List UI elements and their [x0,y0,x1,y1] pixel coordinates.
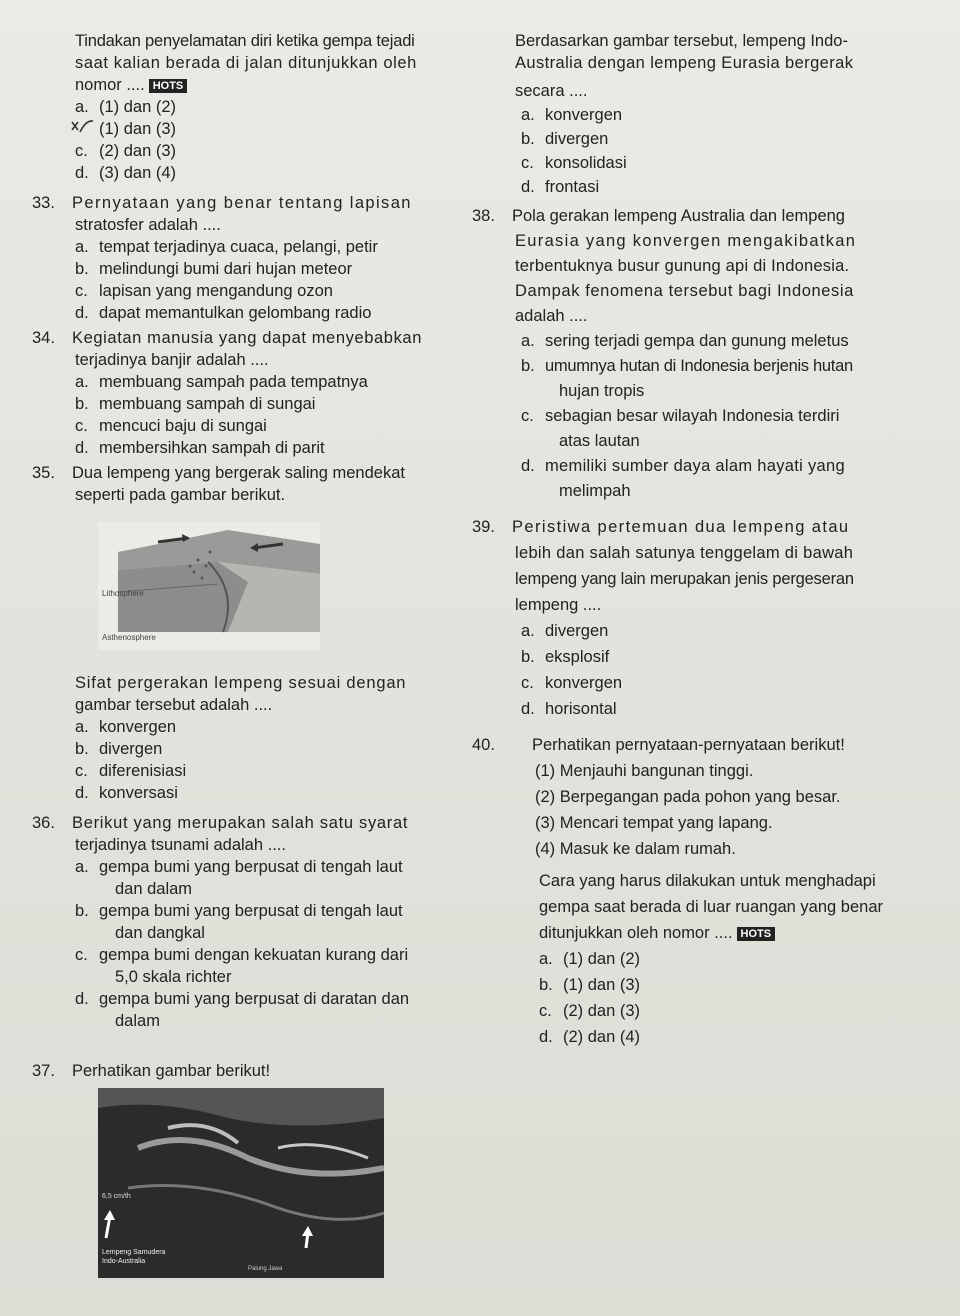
option-text: dapat memantulkan gelombang radio [99,304,372,322]
option-key: c. [75,762,88,780]
option-key: d. [521,178,535,196]
option[interactable] [515,1024,925,1050]
option-key: b. [521,648,535,666]
question-number: 36. [32,814,55,832]
option-text: divergen [99,740,163,758]
option-key: a. [75,858,89,876]
option[interactable] [515,618,925,644]
option[interactable] [515,128,925,150]
option-text: konvergen [545,106,623,124]
option-text: (2) dan (3) [563,1002,641,1020]
question-text: terjadinya tsunami adalah .... [75,836,286,854]
question-number: 37. [32,1062,55,1080]
question-text: Eurasia yang konvergen mengakibatkan [515,232,857,250]
option-key: a. [539,950,553,968]
option[interactable] [75,393,475,415]
hots-badge: HOTS [149,79,188,93]
option-continued: 5,0 skala richter [115,968,232,986]
question-text: Pola gerakan lempeng Australia dan lempeng [512,207,845,225]
option-key: b. [521,357,535,375]
speed-label: 6,5 cm/th [102,1193,131,1200]
question-text: Dampak fenomena tersebut bagi Indonesia [515,282,854,300]
statement: (3) Mencari tempat yang lapang. [535,814,773,832]
question-text: Berikut yang merupakan salah satu syarat [72,814,409,832]
option-key: b. [75,740,89,758]
option[interactable] [75,236,475,258]
plate-label: Lempeng Samudera [102,1249,166,1256]
option[interactable] [515,454,925,479]
option-key: c. [521,674,534,692]
option-continued: melimpah [559,482,631,500]
option-text: konsolidasi [545,154,627,172]
question-37 [32,1060,475,1082]
option[interactable] [515,152,925,174]
option-text: membuang sampah di sungai [99,395,316,413]
option-key: d. [521,457,535,475]
option[interactable] [75,302,475,324]
option[interactable] [75,738,475,760]
option-key: c. [75,142,88,160]
option-key: a. [75,373,89,391]
question-text: Sifat pergerakan lempeng sesuai dengan [75,674,407,692]
option-key: c. [75,946,88,964]
option-text: gempa bumi yang berpusat di tengah laut [99,902,403,920]
option-text: divergen [545,130,609,148]
option-text: (1) dan (2) [99,98,177,116]
option-text: lapisan yang mengandung ozon [99,282,333,300]
option[interactable] [75,118,475,140]
plate-label-2: Indo-Australia [102,1258,146,1265]
hots-badge: HOTS [737,927,776,941]
option[interactable] [75,162,475,184]
option-continued: dan dalam [115,880,193,898]
option-key: d. [75,990,89,1008]
question-39 [472,514,925,722]
option[interactable] [75,900,475,922]
statement: (1) Menjauhi bangunan tinggi. [535,762,754,780]
question-number: 34. [32,329,55,347]
question-number: 39. [472,518,495,536]
option-text: konvergen [99,718,177,736]
question-text [472,514,925,540]
option[interactable] [75,760,475,782]
option-key: c. [521,154,534,172]
option-key: a. [521,332,535,350]
option-text: divergen [545,622,609,640]
question-text: gambar tersebut adalah .... [75,696,273,714]
option-key: c. [75,417,88,435]
option-text: frontasi [545,178,600,196]
option-text: gempa bumi dengan kekuatan kurang dari [99,946,409,964]
option[interactable] [75,988,475,1010]
question-33 [32,192,475,324]
trench-label: Palung Jawa [248,1266,283,1272]
option-continued: dalam [115,1012,160,1030]
question-text: Perhatikan gambar berikut! [72,1062,271,1080]
question-text: nomor .... [75,76,145,94]
option-key: c. [75,282,88,300]
question-text: gempa saat berada di luar ruangan yang benar [539,898,883,916]
option-text: membuang sampah pada tempatnya [99,373,368,391]
option[interactable] [515,670,925,696]
option-text: (2) dan (4) [563,1028,641,1046]
question-number: 35. [32,464,55,482]
question-text [32,192,475,214]
option[interactable] [515,696,925,722]
plate-convergence-diagram [98,522,320,650]
question-text: Berdasarkan gambar tersebut, lempeng Indo- [515,32,848,50]
option-key: a. [521,622,535,640]
option-text: horisontal [545,700,617,718]
option[interactable] [515,176,925,198]
option[interactable] [75,782,475,804]
option-key: d. [75,164,89,182]
question-36 [32,812,475,1032]
option-key: c. [539,1002,552,1020]
question-text [32,462,475,484]
handwritten-mark-icon [70,118,94,134]
option[interactable] [515,354,925,379]
question-38 [472,204,925,504]
option-continued: dan dangkal [115,924,205,942]
option-key: d. [75,304,89,322]
option-text: (2) dan (3) [99,142,177,160]
option-text: tempat terjadinya cuaca, pelangi, petir [99,238,378,256]
indonesia-plate-map [98,1088,384,1278]
option-key: d. [75,439,89,457]
option-key: a. [75,238,89,256]
option-text: konvergen [545,674,623,692]
option-text: diferenisiasi [99,762,187,780]
question-text [32,812,475,834]
option-key: b. [539,976,553,994]
option-continued: atas lautan [559,432,640,450]
option[interactable] [515,404,925,429]
option[interactable] [75,944,475,966]
option[interactable] [75,96,475,118]
option-text: (1) dan (3) [99,120,177,138]
question-text: Australia dengan lempeng Eurasia bergerak [515,54,854,72]
option-continued: hujan tropis [559,382,645,400]
question-32-continued [75,30,475,184]
option-key: b. [75,260,89,278]
question-40 [472,732,925,1050]
option-key: a. [75,718,89,736]
option-key: b. [521,130,535,148]
question-text [515,920,925,946]
option-key: b. [75,902,89,920]
question-text: lempeng .... [515,596,602,614]
option[interactable] [515,998,925,1024]
statement: (2) Berpegangan pada pohon yang besar. [535,788,841,806]
question-text: Perhatikan pernyataan-pernyataan berikut! [532,736,845,754]
question-text: terbentuknya busur gunung api di Indonesia. [515,257,850,275]
question-text: Kegiatan manusia yang dapat menyebabkan [72,329,422,347]
question-text: secara .... [515,82,588,100]
question-text [32,1060,475,1082]
option[interactable] [515,644,925,670]
option-text: umumnya hutan di Indonesia berjenis hutan [545,357,853,375]
option-text: eksplosif [545,648,610,666]
question-text: Cara yang harus dilakukan untuk menghadapi [539,872,876,890]
question-number: 40. [472,736,495,754]
question-text: saat kalian berada di jalan ditunjukkan oleh [75,54,417,72]
question-text [472,732,925,758]
option-key: c. [521,407,534,425]
option[interactable] [75,437,475,459]
option-key: d. [539,1028,553,1046]
option-text: gempa bumi yang berpusat di tengah laut [99,858,403,876]
option[interactable] [75,140,475,162]
option-text: memiliki sumber daya alam hayati yang [545,457,845,475]
option-text: (1) dan (3) [563,976,641,994]
question-35 [32,462,475,506]
option-text: konversasi [99,784,178,802]
asthenosphere-label: Asthenosphere [102,633,156,642]
question-text: seperti pada gambar berikut. [75,486,286,504]
option-text: mencuci baju di sungai [99,417,267,435]
option-key: a. [521,106,535,124]
statement: (4) Masuk ke dalam rumah. [535,840,736,858]
option-text: melindungi bumi dari hujan meteor [99,260,353,278]
question-text: Peristiwa pertemuan dua lempeng atau [512,518,850,536]
option-text: (1) dan (2) [563,950,641,968]
option[interactable] [75,856,475,878]
question-text: Pernyataan yang benar tentang lapisan [72,194,412,212]
option[interactable] [515,104,925,126]
option[interactable] [75,716,475,738]
question-text: lebih dan salah satunya tenggelam di bawah [515,544,854,562]
question-text: ditunjukkan oleh nomor .... [539,924,733,942]
option-key: d. [75,784,89,802]
question-34 [32,327,475,459]
option-key: a. [75,98,89,116]
option[interactable] [75,371,475,393]
question-text [75,74,475,96]
option-key: d. [521,700,535,718]
question-text: lempeng yang lain merupakan jenis pergeseran [515,570,854,588]
option-text: (3) dan (4) [99,164,177,182]
option[interactable] [515,329,925,354]
question-text [32,327,475,349]
option[interactable] [75,280,475,302]
question-text: Tindakan penyelamatan diri ketika gempa tejadi [75,32,415,50]
question-number: 33. [32,194,55,212]
option[interactable] [515,946,925,972]
option[interactable] [515,972,925,998]
question-number: 38. [472,207,495,225]
option-text: sering terjadi gempa dan gunung meletus [545,332,849,350]
option-key: b. [75,395,89,413]
option[interactable] [75,258,475,280]
option-text: membersihkan sampah di parit [99,439,325,457]
option-text: sebagian besar wilayah Indonesia terdiri [545,407,840,425]
question-35-after-figure [75,672,475,804]
question-text [472,204,925,229]
question-text: Dua lempeng yang bergerak saling mendekat [72,464,405,482]
question-text: terjadinya banjir adalah .... [75,351,269,369]
question-text: stratosfer adalah .... [75,216,221,234]
lithosphere-label: Lithosphere [102,589,144,598]
question-text: adalah .... [515,307,588,325]
option-text: gempa bumi yang berpusat di daratan dan [99,990,410,1008]
option[interactable] [75,415,475,437]
question-37-continued [515,30,925,198]
